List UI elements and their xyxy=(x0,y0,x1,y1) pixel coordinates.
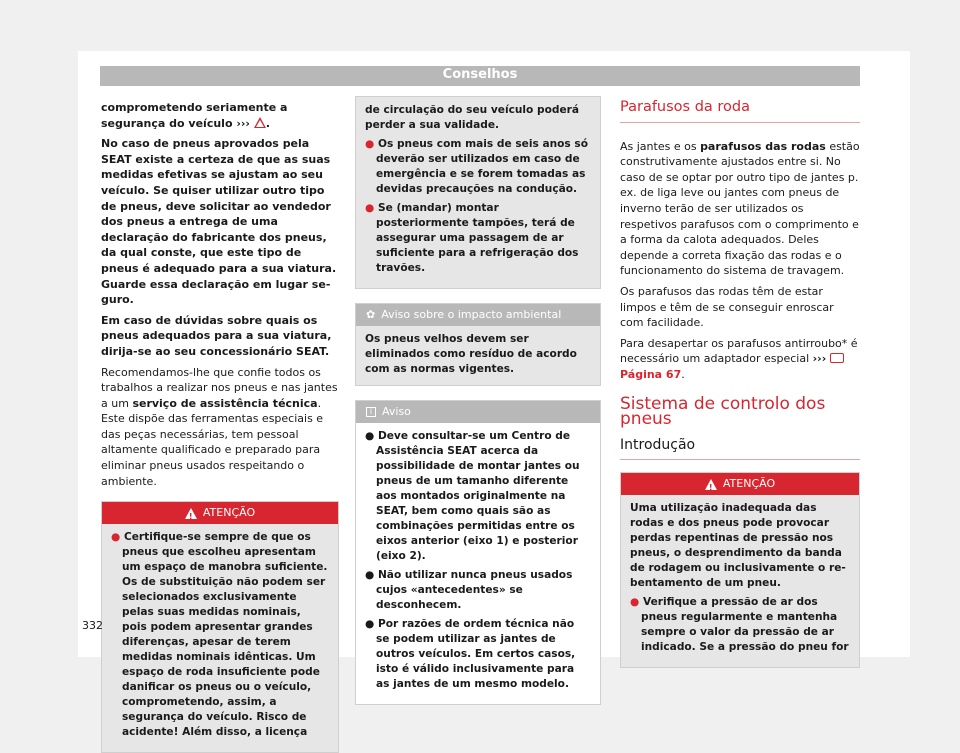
warning-box-body xyxy=(621,495,859,667)
warning-title: ATENÇÃO xyxy=(202,506,256,520)
column-1 xyxy=(101,100,339,753)
paragraph: Os parafusos das rodas têm de estar limpos e têm de se conseguir enroscar com facilidade. xyxy=(620,284,834,330)
section-title: Parafusos da roda xyxy=(620,100,860,123)
list-item: ● Se (mandar) montar posteriormente tampões, terá de assegurar uma passagem de ar suficiente para a refrigeração dos travões. xyxy=(365,202,579,274)
list-item: ● Não utilizar nunca pneus usados cujos «antecedentes» se desconhecem. xyxy=(365,569,573,611)
text: comprometendo seriamente a segurança do veículo xyxy=(101,101,288,130)
list-item-text: Certifique-se sempre de que os pneus que escolheu apresentam um espaço de manobra suficiente. Os de substituição não podem ser selecionados exclusivamente pelas suas medidas nominais, pois podem apresentar grandes diferenças, apesar de terem medidas nominais idênticas. Um espaço de roda insuficiente pode danificar os pneus ou o veículo, comprometendo, assim, a segurança do veículo. Risco de acidente! Além disso, a licença xyxy=(122,531,328,739)
text: . Este dispõe das ferramentas especiais e das peças necessárias, tem pessoal altamente qualificado e preparado para eliminar pneus usados respeitando o ambiente. xyxy=(101,396,324,488)
chapter-section-title: Sistema de controlo dos pneus xyxy=(620,393,826,430)
warning-box xyxy=(101,501,339,753)
notice-box-body xyxy=(356,423,600,704)
environment-title: Aviso sobre o impacto ambiental xyxy=(381,308,562,322)
list-item-text: Verifique a pressão de ar dos pneus regularmente e mantenha sempre o valor da pressão de ar indicado. Se a pressão do pneu for xyxy=(641,596,849,654)
paragraph xyxy=(620,139,860,279)
ref-arrow: ››› xyxy=(812,352,827,366)
text: . xyxy=(681,367,685,381)
page-number: 332 xyxy=(82,619,103,632)
column-2 xyxy=(355,96,601,705)
list-item-text: Se (mandar) montar posteriormente tampões, terá de assegurar uma passagem de ar suficiente para a refrigeração dos travões. xyxy=(376,202,579,274)
environment-box-header xyxy=(356,304,600,326)
paragraph: comprometendo seriamente a segurança do veículo ››› . xyxy=(101,101,288,130)
bold-text: parafusos das rodas xyxy=(700,139,826,153)
warning-box-header xyxy=(621,473,859,495)
leaf-icon: ✿ xyxy=(366,308,376,322)
list-item-text: Por razões de ordem técnica não se podem utilizar as jantes de outros veículos. Em certos casos, isto é válido inclusivamente para as jantes de um mesmo modelo. xyxy=(376,618,576,690)
chapter-title: Conselhos xyxy=(442,67,518,82)
warning-box-header xyxy=(102,502,338,524)
paragraph xyxy=(620,336,860,383)
text: estão construtivamente ajustados entre si. No caso de se optar por outro tipo de jantes p. ex. de liga leve ou jantes com pneus de inverno terão de ser utilizados os respetivos parafusos com o comprimento e a forma da calota adequados. Deles depende a correta fixação das rodas e o funcionamento do sistema de travagem. xyxy=(620,139,860,278)
environment-box-body: Os pneus velhos devem ser eliminados como resíduo de acordo com as normas vigentes. xyxy=(356,326,600,385)
ref-arrow: ››› xyxy=(236,116,250,130)
warning-triangle-icon xyxy=(254,117,266,128)
list-item: ● Deve consultar-se um Centro de Assistência SEAT acerca da possibilidade de montar jantes ou pneus de um tamanho diferente aos montados originalmente na SEAT, bem como quais são as combinações permitidas entre os eixos anterior (eixo 1) e posterior (eixo 2). xyxy=(365,430,580,562)
warning-icon xyxy=(185,508,197,519)
list-item: ● Os pneus com mais de seis anos só deverão ser utilizados em caso de emergência e se forem tomadas as devidas precauções na condução. xyxy=(365,138,589,195)
notice-box xyxy=(355,400,601,705)
text: Uma utilização inadequada das rodas e dos pneus pode provocar perdas repentinas de pressão nos pneus, o desprendimento da banda de rodagem ou inclusivamente o rebentamento de um pneu. xyxy=(630,502,846,590)
list-item-text: Não utilizar nunca pneus usados cujos «antecedentes» se desconhecem. xyxy=(376,569,573,611)
list-item-text: Deve consultar-se um Centro de Assistência SEAT acerca da possibilidade de montar jantes ou pneus de um tamanho diferente aos montados originalmente na SEAT, bem como quais são as combinações permitidas entre os eixos anterior (eixo 1) e posterior (eixo 2). xyxy=(376,430,580,562)
list-item: ● Verifique a pressão de ar dos pneus regularmente e mantenha sempre o valor da pressão de ar indicado. Se a pressão do pneu for xyxy=(630,596,849,654)
list-item-text: Os pneus com mais de seis anos só deverão ser utilizados em caso de emergência e se forem tomadas as devidas precauções na condução. xyxy=(376,138,589,195)
environment-box xyxy=(355,303,601,386)
paragraph: Em caso de dúvidas sobre quais os pneus adequados para a sua viatura, dirija-se ao seu concessionário SEAT. xyxy=(101,313,332,358)
warning-box-body xyxy=(102,524,338,752)
warning-box-body xyxy=(356,97,600,288)
column-3 xyxy=(620,100,860,668)
warning-box xyxy=(620,472,860,668)
warning-box-continued xyxy=(355,96,601,289)
text: Para desapertar os parafusos antirroubo* é necessário um adaptador especial xyxy=(620,336,858,366)
list-item: ● Por razões de ordem técnica não se podem utilizar as jantes de outros veículos. Em certos casos, isto é válido inclusivamente para as jantes de um mesmo modelo. xyxy=(365,618,576,690)
paragraph: No caso de pneus aprovados pela SEAT existe a certeza de que as suas medidas efetivas se ajustam ao seu veículo. Se quiser utilizar outro tipo de pneus, deve solicitar ao vendedor dos pneus a entrega de uma declaração do fabricante dos pneus, da qual conste, que este tipo de pneus é adequado para a sua viatura. Guarde essa declaração em lugar seguro. xyxy=(101,137,337,307)
info-icon: i xyxy=(366,407,376,417)
book-icon xyxy=(830,353,844,363)
subsection-title: Introdução xyxy=(620,438,860,461)
text: As jantes e os xyxy=(620,139,697,153)
paragraph xyxy=(101,365,339,490)
bold-text: serviço de assistência técnica xyxy=(132,396,318,410)
text: Recomendamos-lhe que confie todos os trabalhos a realizar nos pneus e nas jantes a um xyxy=(101,365,338,410)
notice-title: Aviso xyxy=(382,405,411,419)
warning-title: ATENÇÃO xyxy=(722,477,776,491)
page-link[interactable]: Página 67 xyxy=(620,367,682,381)
chapter-header xyxy=(100,66,860,86)
text: de circulação do seu veículo poderá perder a sua validade. xyxy=(365,104,580,131)
list-item: ● Certifique-se sempre de que os pneus que escolheu apresentam um espaço de manobra suficiente. Os de substituição não podem ser selecionados exclusivamente pelas suas medidas nominais, pois podem apresentar grandes diferenças, apesar de terem medidas nominais idênticas. Um espaço de roda insuficiente pode danificar os pneus ou o veículo, comprometendo, assim, a segurança do veículo. Risco de acidente! Além disso, a licença xyxy=(111,531,328,739)
notice-box-header xyxy=(356,401,600,423)
warning-icon xyxy=(705,479,717,490)
